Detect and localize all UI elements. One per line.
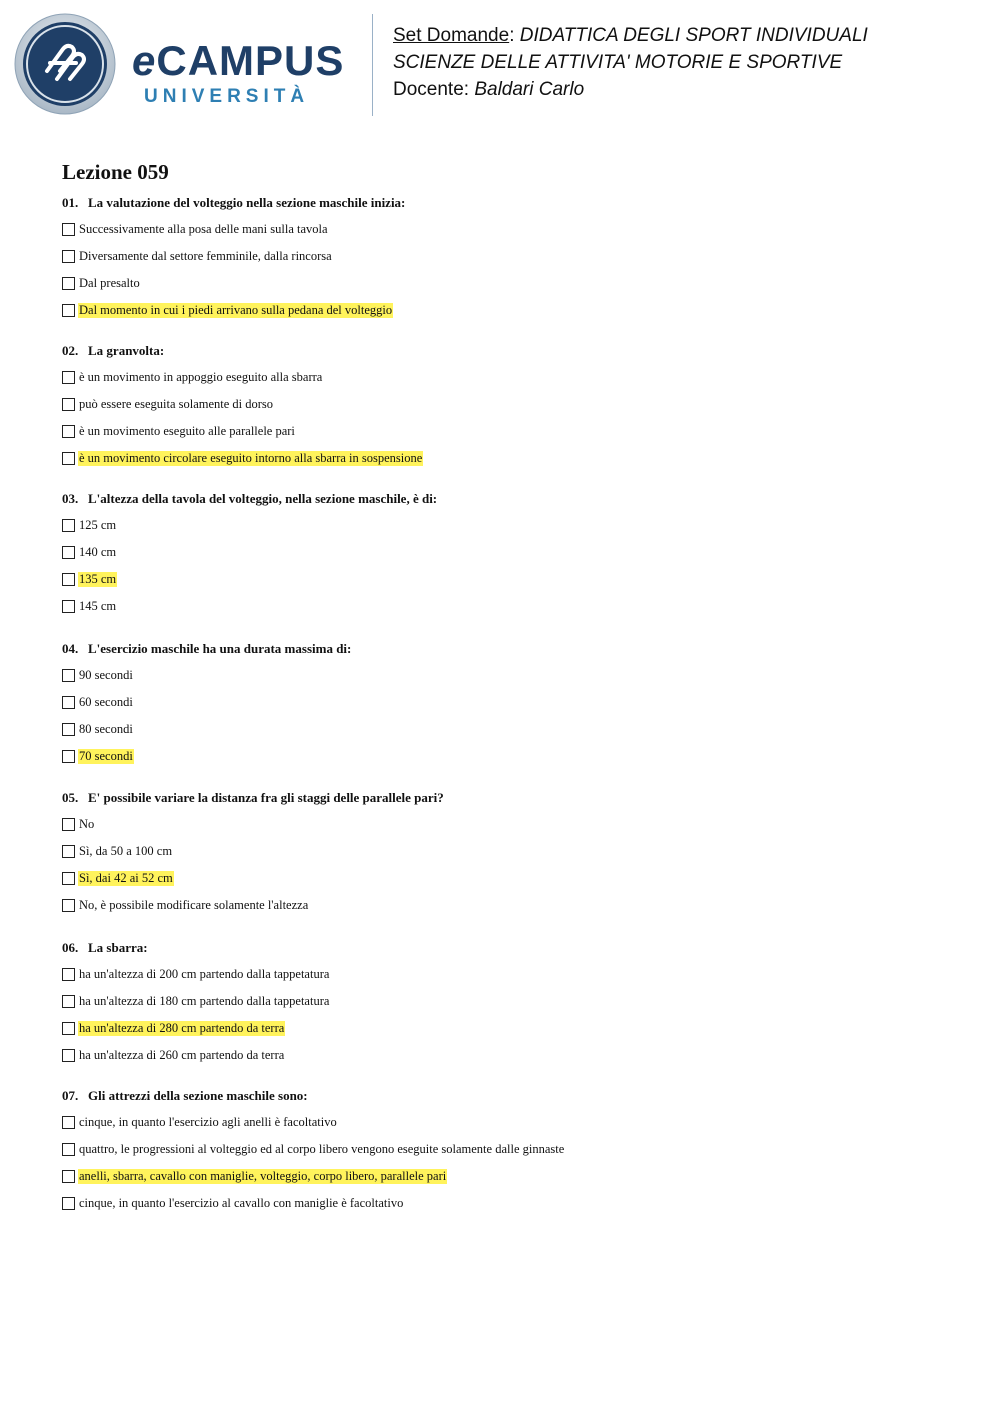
checkbox-icon[interactable]	[62, 1170, 75, 1183]
question-text: L'altezza della tavola del volteggio, nella sezione maschile, è di:	[88, 491, 438, 506]
question-number: 01.	[62, 195, 79, 210]
set-label: Set Domande	[393, 25, 510, 46]
answer-text: 60 secondi	[79, 694, 133, 709]
checkbox-icon[interactable]	[62, 968, 75, 981]
answer-option[interactable]	[62, 368, 323, 386]
answer-option[interactable]	[62, 220, 329, 238]
answer-option[interactable]	[62, 274, 141, 292]
answer-option[interactable]	[62, 693, 134, 711]
question-text: E' possibile variare la distanza fra gli staggi delle parallele pari?	[88, 790, 444, 805]
answer-text-highlighted: ha un'altezza di 280 cm partendo da terra	[79, 1020, 285, 1035]
question-number: 03.	[62, 491, 79, 506]
checkbox-icon[interactable]	[62, 750, 75, 763]
question-3	[62, 491, 437, 507]
question-number: 04.	[62, 641, 79, 656]
checkbox-icon[interactable]	[62, 899, 75, 912]
question-number: 05.	[62, 790, 79, 805]
ecampus-logo-icon	[14, 13, 116, 115]
brand-main: CAMPUS	[156, 37, 345, 84]
question-text: L'esercizio maschile ha una durata massima di:	[88, 641, 352, 656]
question-number: 02.	[62, 343, 79, 358]
checkbox-icon[interactable]	[62, 696, 75, 709]
answer-option[interactable]	[62, 516, 117, 534]
checkbox-icon[interactable]	[62, 277, 75, 290]
question-1	[62, 195, 405, 211]
question-4	[62, 641, 351, 657]
answer-text: può essere eseguita solamente di dorso	[79, 396, 274, 411]
answer-option[interactable]	[62, 666, 134, 684]
answer-text-highlighted: anelli, sbarra, cavallo con maniglie, volteggio, corpo libero, parallele pari	[79, 1168, 447, 1183]
answer-option[interactable]	[62, 597, 117, 615]
answer-option[interactable]	[62, 842, 173, 860]
answer-option[interactable]	[62, 1167, 447, 1185]
answer-text: 125 cm	[79, 517, 117, 532]
answer-option[interactable]	[62, 1194, 404, 1212]
question-6	[62, 940, 148, 956]
checkbox-icon[interactable]	[62, 398, 75, 411]
checkbox-icon[interactable]	[62, 371, 75, 384]
answer-option[interactable]	[62, 1019, 285, 1037]
answer-text: No	[79, 816, 95, 831]
header-divider	[372, 14, 373, 116]
answer-text-highlighted: 135 cm	[79, 571, 117, 586]
question-text: La valutazione del volteggio nella sezione maschile inizia:	[88, 195, 406, 210]
answer-text: è un movimento eseguito alle parallele pari	[79, 423, 295, 438]
checkbox-icon[interactable]	[62, 1197, 75, 1210]
checkbox-icon[interactable]	[62, 519, 75, 532]
checkbox-icon[interactable]	[62, 425, 75, 438]
checkbox-icon[interactable]	[62, 546, 75, 559]
checkbox-icon[interactable]	[62, 872, 75, 885]
brand-e: e	[132, 37, 157, 84]
answer-text: ha un'altezza di 200 cm partendo dalla tappetatura	[79, 966, 330, 981]
question-text: La sbarra:	[88, 940, 148, 955]
answer-text: è un movimento in appoggio eseguito alla sbarra	[79, 369, 323, 384]
answer-text: 80 secondi	[79, 721, 133, 736]
answer-option[interactable]	[62, 449, 423, 467]
answer-option[interactable]	[62, 1140, 565, 1158]
question-number: 07.	[62, 1088, 79, 1103]
answer-text: cinque, in quanto l'esercizio al cavallo con maniglie è facoltativo	[79, 1195, 404, 1210]
checkbox-icon[interactable]	[62, 223, 75, 236]
answer-option[interactable]	[62, 1046, 285, 1064]
course-title: DIDATTICA DEGLI SPORT INDIVIDUALI	[519, 25, 868, 46]
answer-text-highlighted: Dal momento in cui i piedi arrivano sulla pedana del volteggio	[79, 302, 393, 317]
answer-text: quattro, le progressioni al volteggio ed al corpo libero vengono eseguite solamente dalle ginnaste	[79, 1141, 565, 1156]
degree-line	[393, 49, 868, 76]
answer-option[interactable]	[62, 815, 95, 833]
question-7	[62, 1088, 308, 1104]
answer-text: Successivamente alla posa delle mani sulla tavola	[79, 221, 328, 236]
checkbox-icon[interactable]	[62, 600, 75, 613]
course-info	[393, 22, 868, 103]
answer-option[interactable]	[62, 422, 296, 440]
answer-text-highlighted: 70 secondi	[79, 748, 133, 763]
answer-option[interactable]	[62, 543, 117, 561]
answer-text-highlighted: è un movimento circolare eseguito intorno alla sbarra in sospensione	[79, 450, 423, 465]
answer-option[interactable]	[62, 570, 117, 588]
answer-option[interactable]	[62, 720, 134, 738]
brand-logo-text	[132, 37, 345, 108]
answer-text: No, è possibile modificare solamente l'altezza	[79, 897, 309, 912]
answer-text: 90 secondi	[79, 667, 133, 682]
checkbox-icon[interactable]	[62, 1143, 75, 1156]
answer-option[interactable]	[62, 247, 333, 265]
question-number: 06.	[62, 940, 79, 955]
checkbox-icon[interactable]	[62, 669, 75, 682]
checkbox-icon[interactable]	[62, 573, 75, 586]
answer-text: 140 cm	[79, 544, 117, 559]
checkbox-icon[interactable]	[62, 995, 75, 1008]
checkbox-icon[interactable]	[62, 723, 75, 736]
lesson-title: Lezione 059	[62, 160, 169, 184]
answer-option[interactable]	[62, 747, 134, 765]
answer-text: ha un'altezza di 180 cm partendo dalla tappetatura	[79, 993, 330, 1008]
checkbox-icon[interactable]	[62, 452, 75, 465]
answer-option[interactable]	[62, 869, 174, 887]
answer-text: ha un'altezza di 260 cm partendo da terra	[79, 1047, 285, 1062]
brand-subtitle: UNIVERSITÀ	[144, 86, 310, 107]
answer-text-highlighted: Sì, dai 42 ai 52 cm	[79, 870, 173, 885]
answer-text: cinque, in quanto l'esercizio agli anelli è facoltativo	[79, 1114, 337, 1129]
checkbox-icon[interactable]	[62, 250, 75, 263]
teacher-line	[393, 76, 868, 103]
checkbox-icon[interactable]	[62, 304, 75, 317]
question-2	[62, 343, 164, 359]
answer-text: Dal presalto	[79, 275, 140, 290]
brand-name	[132, 37, 345, 84]
checkbox-icon[interactable]	[62, 1049, 75, 1062]
answer-option[interactable]	[62, 896, 309, 914]
checkbox-icon[interactable]	[62, 1022, 75, 1035]
question-5	[62, 790, 444, 806]
checkbox-icon[interactable]	[62, 845, 75, 858]
answer-option[interactable]	[62, 1113, 338, 1131]
answer-text: Sì, da 50 a 100 cm	[79, 843, 173, 858]
answer-option[interactable]	[62, 395, 274, 413]
answer-text: Diversamente dal settore femminile, dalla rincorsa	[79, 248, 332, 263]
checkbox-icon[interactable]	[62, 1116, 75, 1129]
page-header	[0, 0, 1000, 130]
answer-option[interactable]	[62, 992, 330, 1010]
checkbox-icon[interactable]	[62, 818, 75, 831]
teacher-label: Docente:	[393, 79, 470, 100]
teacher-name: Baldari Carlo	[474, 79, 585, 100]
question-text: La granvolta:	[88, 343, 165, 358]
answer-option[interactable]	[62, 301, 393, 319]
question-text: Gli attrezzi della sezione maschile sono:	[88, 1088, 308, 1103]
course-line: Set Domande: DIDATTICA DEGLI SPORT INDIVIDUALI	[393, 25, 868, 46]
answer-text: 145 cm	[79, 598, 117, 613]
answer-option[interactable]	[62, 965, 330, 983]
degree-title: SCIENZE DELLE ATTIVITA' MOTORIE E SPORTIVE	[393, 52, 843, 73]
